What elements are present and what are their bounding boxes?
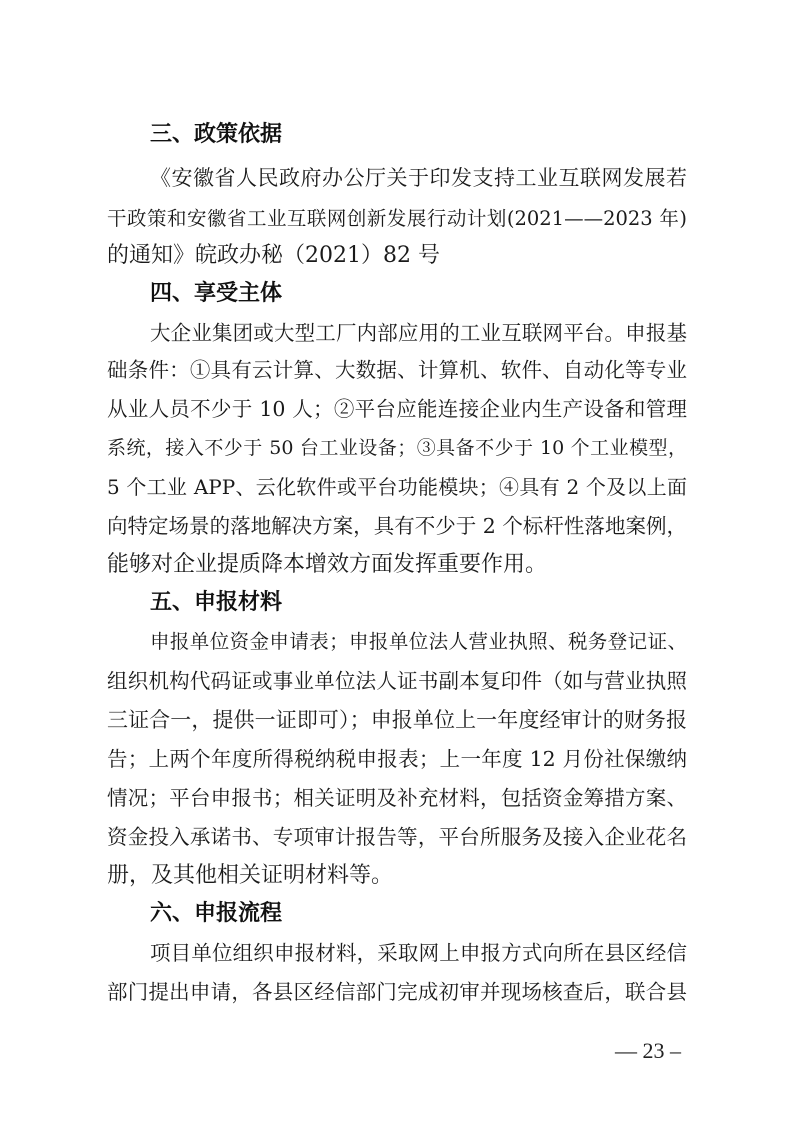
paragraph-line: 向特定场景的落地解决方案，具有不少于 2 个标杆性落地案例， xyxy=(107,514,687,538)
paragraph-line: 5 个工业 APP、云化软件或平台功能模块；④具有 2 个及以上面 xyxy=(107,475,687,499)
paragraph-line: 申报单位资金申请表；申报单位法人营业执照、税务登记证、 xyxy=(150,630,687,653)
paragraph-line: 干政策和安徽省工业互联网创新发展行动计划(2021——2023 年) xyxy=(107,207,687,230)
paragraph-line: 情况；平台申报书；相关证明及补充材料，包括资金筹措方案、 xyxy=(107,786,687,810)
paragraph-line: 能够对企业提质降本增效方面发挥重要作用。 xyxy=(107,552,548,577)
paragraph-line: 项目单位组织申报材料，采取网上申报方式向所在县区经信 xyxy=(150,941,687,965)
paragraph-line: 《安徽省人民政府办公厅关于印发支持工业互联网发展若 xyxy=(150,166,687,190)
paragraph-line: 础条件：①具有云计算、大数据、计算机、软件、自动化等专业 xyxy=(107,358,687,382)
page-number: — 23 – xyxy=(615,1038,681,1063)
paragraph-line: 的通知》皖政办秘（2021）82 号 xyxy=(107,243,440,268)
paragraph-line: 三证合一，提供一证即可）；申报单位上一年度经审计的财务报 xyxy=(107,708,687,732)
paragraph-line: 册，及其他相关证明材料等。 xyxy=(107,863,394,888)
paragraph-line: 从业人员不少于 10 人；②平台应能连接企业内生产设备和管理 xyxy=(107,397,687,421)
paragraph-line: 资金投入承诺书、专项审计报告等，平台所服务及接入企业花名 xyxy=(107,825,687,849)
paragraph-line: 系统，接入不少于 50 台工业设备；③具备不少于 10 个工业模型， xyxy=(107,437,687,459)
section-heading-application-materials: 五、申报材料 xyxy=(150,590,283,615)
section-heading-eligible-entities: 四、享受主体 xyxy=(150,281,283,306)
section-heading-policy-basis: 三、政策依据 xyxy=(150,122,283,147)
paragraph-line: 部门提出申请，各县区经信部门完成初审并现场核查后，联合县 xyxy=(107,980,687,1004)
paragraph-line: 告；上两个年度所得税纳税申报表；上一年度 12 月份社保缴纳 xyxy=(107,747,687,771)
paragraph-line: 大企业集团或大型工厂内部应用的工业互联网平台。申报基 xyxy=(150,321,687,345)
section-heading-application-process: 六、申报流程 xyxy=(150,901,283,926)
paragraph-line: 组织机构代码证或事业单位法人证书副本复印件（如与营业执照 xyxy=(107,669,687,693)
